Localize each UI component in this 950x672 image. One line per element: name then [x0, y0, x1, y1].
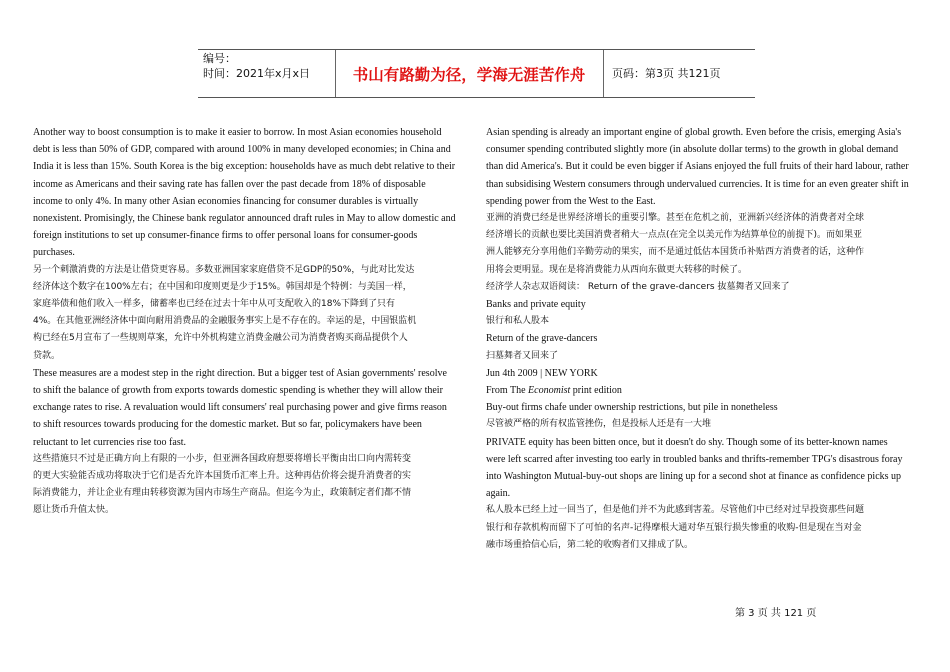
text-line: Asian spending is already an important engine of global growth. Even before the crisis, emerging Asia's: [486, 127, 902, 138]
text-line: to shift the balance of growth from exports towards domestic spending is whether they will allow their: [33, 385, 443, 397]
document-time-label: 时间：2021年x月x日: [203, 67, 311, 80]
left-english-paragraph-1: [33, 124, 465, 262]
page-header: [198, 49, 755, 98]
text-line: Another way to boost consumption is to make it easier to borrow. In most Asian economies household: [33, 127, 442, 138]
text-line: income as Americans and their saving rate has fallen over the past decade from 18% of disposable: [33, 178, 426, 190]
right-chinese-paragraph-2: [486, 502, 921, 554]
left-english-paragraph-2: [33, 365, 465, 451]
subtitle-en: Buy-out firms chafe under ownership restrictions, but pile in nonetheless: [486, 402, 778, 414]
text-line: 构已经在5月宣布了一些规则草案，允许中外机构建立消费金融公司为消费者购买商品提供个人: [33, 333, 408, 344]
text-line: 经济体这个数字在100%左右；在中国和印度则更是少于15%。韩国却是个特例：与美国一样，: [33, 281, 412, 292]
left-column: [33, 124, 465, 520]
text-line: 4%。在其他亚洲经济体中面向耐用消费品的金融服务事实上是不存在的。幸运的是，中国银监机: [33, 316, 417, 327]
right-chinese-paragraph-1: [486, 210, 921, 279]
text-line: income to only 4%. In many other Asian economies financing for consumer durables is virtually: [33, 195, 419, 207]
text-line: 私人股本已经上过一回当了，但是他们并不为此感到害羞。尽管他们中已经对过早投资那些问题: [486, 505, 865, 516]
dateline: Jun 4th 2009 | NEW YORK: [486, 367, 598, 379]
text-line: These measures are a modest step in the right direction. But a bigger test of Asian governments' resolve: [33, 367, 447, 379]
reading-title: 经济学人杂志双语阅读： Return of the grave-dancers 抜墓舞者又回来了: [486, 281, 790, 292]
subtitle-zh: 尽管被严格的所有权监管挫伤，但是投标人还是有一大堆: [486, 419, 712, 430]
text-line: than did America's. But it could be even bigger if Asians enjoyed the full fruits of their hard labour, rather: [486, 161, 909, 173]
page-footer: 第 3 页 共 121 页: [735, 608, 817, 619]
right-english-paragraph-1: [486, 124, 921, 210]
text-line: consumer spending contributed slightly more (in absolute dollar terms) to the growth in global demand: [486, 144, 899, 156]
text-line: were left scarred after investing too early in troubled banks and thrifts-remember TPG's disastrous foray: [486, 453, 903, 465]
source-publication: Economist: [528, 385, 571, 397]
text-line: purchases.: [33, 247, 75, 259]
text-line: India it is less than 15%. South Korea is the big exception: households have as much debt relative to their: [33, 161, 456, 173]
header-page-cell: [603, 50, 756, 97]
text-line: 洲人能够充分享用他们辛勤劳动的果实，而不是通过低估本国货币补贴西方消费者的话，这种作: [486, 247, 865, 258]
text-line: spending power from the West to the East.: [486, 195, 656, 207]
text-line: 家庭举债和他们收入一样多，储蓄率也已经在过去十年中从可支配收入的18%下降到了只有: [33, 299, 396, 310]
text-line: again.: [486, 488, 511, 500]
document-number-label: 编号：: [203, 52, 236, 65]
source-line: [486, 382, 921, 399]
header-motto: 书山有路勤为径，学海无涯苦作舟: [352, 66, 586, 84]
right-english-paragraph-2: [486, 434, 921, 503]
text-line: 用将会更明显。现在是将消费能力从西向东做更大转移的时候了。: [486, 264, 748, 275]
text-line: 融市场重拾信心后，第二轮的收购者们又排成了队。: [486, 539, 694, 550]
left-chinese-paragraph-2: [33, 451, 465, 520]
text-line: reluctant to let currencies rise too fast.: [33, 436, 186, 448]
text-line: 亚洲的消费已经是世界经济增长的重要引擎。甚至在危机之前，亚洲新兴经济体的消费者对全球: [486, 213, 865, 224]
text-line: 银行和存款机构而留下了可怕的名声-记得摩根大通对华互银行损失惨重的收购-但是现在当对金: [486, 522, 862, 533]
text-line: into Washington Mutual-buy-out shops are lining up for a second shot at finance as confidence picks up: [486, 471, 902, 483]
right-column: [486, 124, 921, 554]
text-line: 这些措施只不过是正确方向上有限的一小步，但亚洲各国政府想要将增长平衡由出口向内需转变: [33, 453, 412, 464]
source-prefix: From The: [486, 385, 529, 397]
text-line: 际消费能力，并让企业有理由转移资源为国内市场生产商品。但迄今为止，政策制定者们都不情: [33, 488, 412, 499]
text-line: 愿让货币升值太快。: [33, 505, 115, 516]
article-title-zh: 扫墓舞者又回来了: [486, 350, 559, 361]
article-title-en: Return of the grave-dancers: [486, 333, 598, 345]
section-title-zh: 银行和私人股本: [486, 316, 550, 327]
source-suffix: print edition: [570, 385, 622, 397]
section-title-en: Banks and private equity: [486, 299, 586, 311]
text-line: to shift resources towards producing for the domestic market. But so far, policymakers have been: [33, 419, 422, 431]
text-line: 另一个刺激消费的方法是让借贷更容易。多数亚洲国家家庭借贷不足GDP的50%，与此对比发达: [33, 264, 415, 275]
text-line: foreign institutions to set up consumer-finance firms to offer personal loans for consumer-goods: [33, 230, 418, 242]
text-line: 贷款。: [33, 350, 61, 361]
text-line: debt is less than 50% of GDP, compared with around 100% in many developed economies; in China and: [33, 144, 451, 156]
text-line: 的更大实验能否成功将取决于它们是否允许本国货币汇率上升。这种再估价将会提升消费者的实: [33, 471, 412, 482]
text-line: PRIVATE equity has been bitten once, but it doesn't do shy. Though some of its better-known names: [486, 436, 888, 448]
text-line: exchange rates to rise. A revaluation would lift consumers' real purchasing power and give firms reason: [33, 402, 447, 414]
left-chinese-paragraph-1: [33, 262, 465, 365]
text-line: 经济增长的贡献也要比美国消费者稍大一点点(在完全以美元作为结算单位的前提下)。而如果亚: [486, 230, 863, 241]
text-line: than subsidising Western consumers through undervalued currencies. It is time for an even greater shift in: [486, 178, 909, 190]
header-meta-cell: [198, 50, 336, 97]
header-page-info: 页码：第3页 共121页: [612, 67, 721, 80]
text-line: nonexistent. Promisingly, the Chinese bank regulator announced draft rules in May to allow domestic and: [33, 213, 456, 225]
